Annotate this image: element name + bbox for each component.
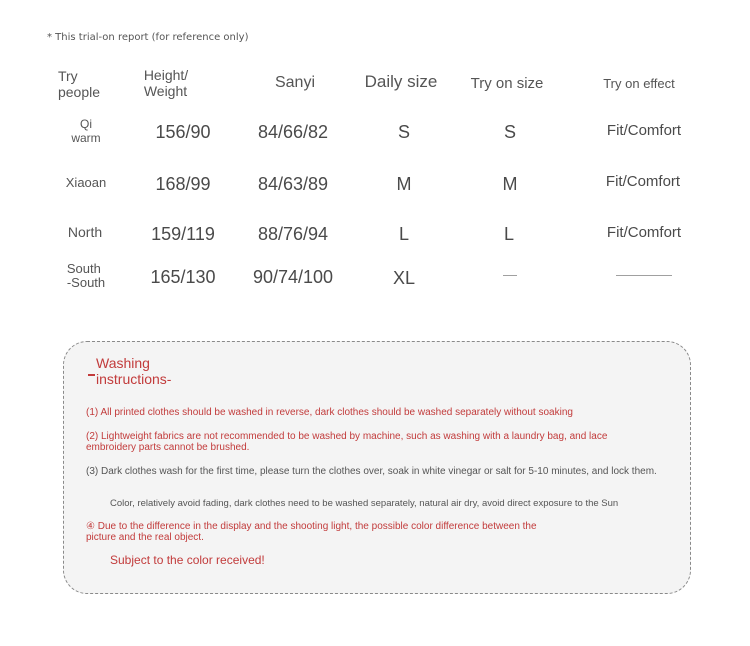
header-height-weight: Height/ Weight xyxy=(143,67,189,99)
row-1-daily-size: S xyxy=(397,122,411,142)
title-marker xyxy=(88,374,95,376)
row-2-daily-size: M xyxy=(396,174,412,194)
row-1-try-on-size: S xyxy=(503,122,517,142)
subject-to-color-note: Subject to the color received! xyxy=(110,553,265,567)
row-4-try-on-size: — xyxy=(503,266,517,282)
disclaimer-note: * This trial-on report (for reference only) xyxy=(47,32,249,43)
row-3-try-on-size: L xyxy=(503,224,515,244)
row-2-effect: Fit/Comfort xyxy=(605,173,681,190)
row-4-height-weight: 165/130 xyxy=(150,267,216,287)
row-2-try-on-size: M xyxy=(502,174,518,194)
row-2-sanyi: 84/63/89 xyxy=(257,174,329,194)
row-3-daily-size: L xyxy=(398,224,410,244)
row-1-effect: Fit/Comfort xyxy=(606,122,682,139)
washing-item-3-continued: Color, relatively avoid fading, dark clothes need to be washed separately, natural air dry, avoid direct exposure to the Sun xyxy=(110,498,619,509)
row-2-height-weight: 168/99 xyxy=(155,174,211,194)
row-3-sanyi: 88/76/94 xyxy=(257,224,329,244)
row-1-name: Qi warm xyxy=(71,117,101,145)
row-4-daily-size: XL xyxy=(392,268,416,288)
header-try-on-size: Try on size xyxy=(470,75,544,92)
header-sanyi: Sanyi xyxy=(274,74,316,91)
header-daily-size: Daily size xyxy=(364,72,438,91)
washing-item-1: (1) All printed clothes should be washed in reverse, dark clothes should be washed separately without soaking xyxy=(86,407,573,418)
row-3-effect: Fit/Comfort xyxy=(606,224,682,241)
header-try-people: Try people xyxy=(57,68,101,100)
washing-title: Washing instructions- xyxy=(96,355,172,387)
washing-item-4: ④ Due to the difference in the display and the shooting light, the possible color difference between the picture and the real object. xyxy=(86,521,537,543)
row-4-name: South -South xyxy=(66,261,106,290)
row-1-sanyi: 84/66/82 xyxy=(257,122,329,142)
washing-item-3: (3) Dark clothes wash for the first time, please turn the clothes over, soak in white vinegar or salt for 5-10 minutes, and lock them. xyxy=(86,466,657,477)
washing-item-2: (2) Lightweight fabrics are not recommended to be washed by machine, such as washing with a laundry bag, and lace embroidery parts cannot be brushed. xyxy=(86,431,608,453)
row-2-name: Xiaoan xyxy=(65,175,107,190)
row-1-height-weight: 156/90 xyxy=(155,122,211,142)
header-try-on-effect: Try on effect xyxy=(603,76,675,91)
row-3-name: North xyxy=(67,224,103,240)
row-4-effect: ———— xyxy=(616,266,672,282)
row-3-height-weight: 159/119 xyxy=(151,224,215,244)
row-4-sanyi: 90/74/100 xyxy=(252,267,334,287)
